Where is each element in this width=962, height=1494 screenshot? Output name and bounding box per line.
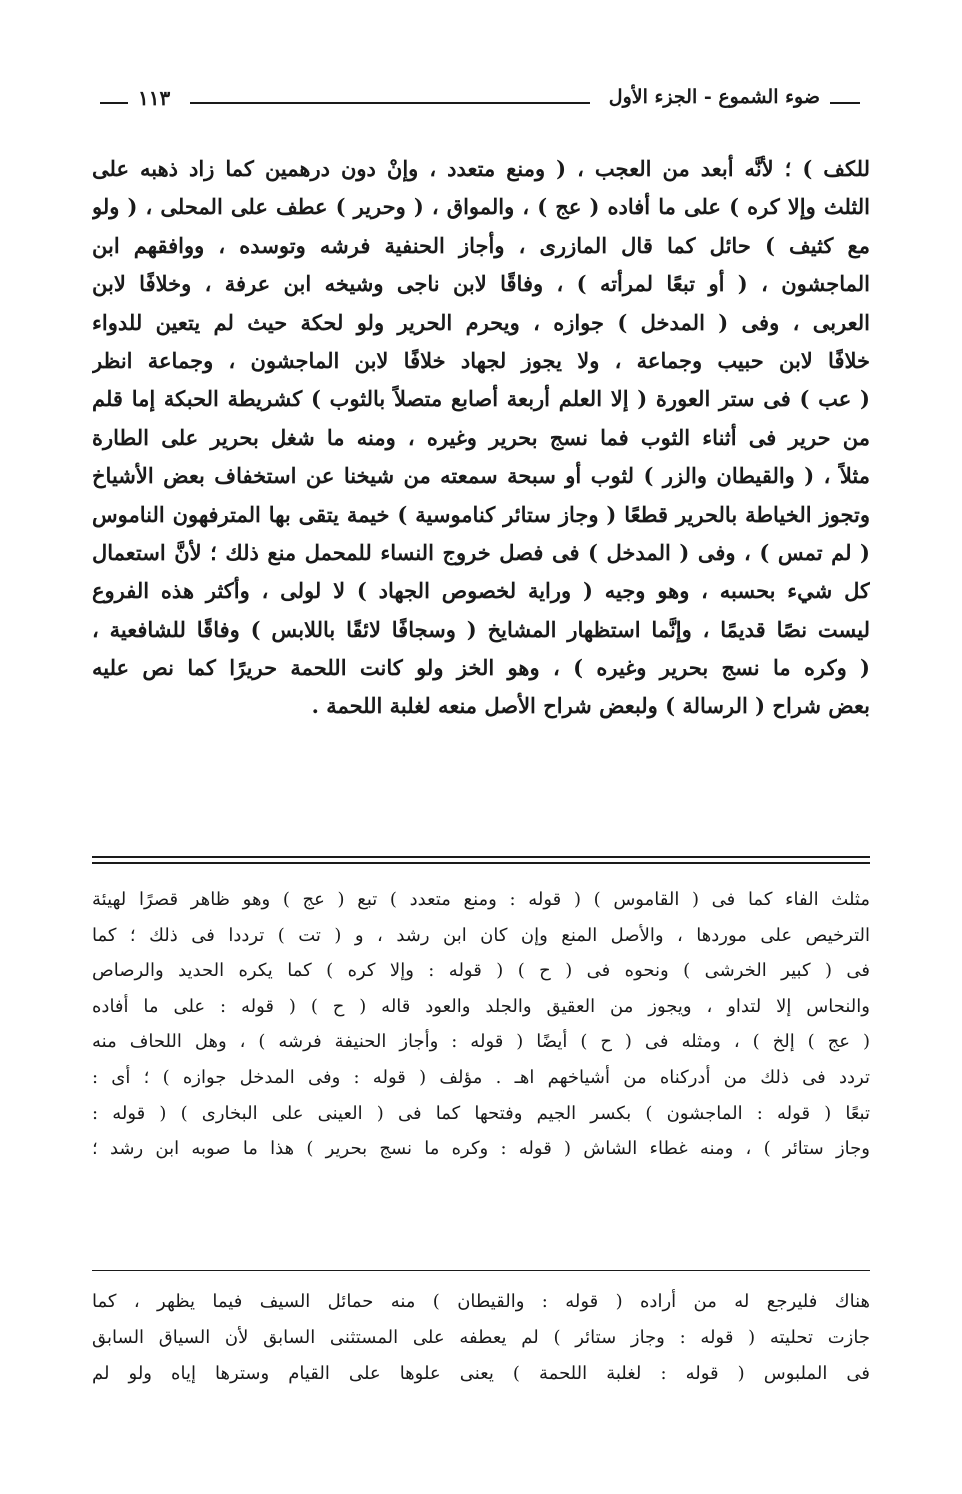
footnote-line: تبعًا ( قوله : الماجشون ) بكسر الجيم وفتحها كما فى ( العينى على البخارى ) ( قوله : [92, 1102, 870, 1124]
main-text [92, 150, 870, 726]
main-line: ليست نصًا قديمًا ، وإنَّما استظهار المشايخ ( وسجافًا لائقًا باللابس ) وفاقًا للشافعية ، [92, 616, 870, 642]
main-line: خلافًا لابن حبيب وجماعة ، ولا يجوز لجهاد خلافًا لابن الماجشون ، وجماعة انظر [92, 347, 870, 373]
footnote-line: الترخيص على موردها ، والأصل المنع وإن كان ابن رشد ، و ( تت ) ترددا فى ذلك ؛ كما [92, 924, 870, 946]
main-line: ( وكره ما نسج بحرير وغيره ) ، وهو الخز ولو كانت اللحمة حريرًا كما نص عليه [92, 655, 870, 681]
main-line: كل شيء بحسبه ، وهو وجيه ( وراية لخصوص الجهاد ) لا لولى ، وأكثر هذه الفروع [92, 578, 870, 604]
header-rule-left [100, 102, 128, 104]
footnote-line: جازت تحليته ( قوله : وجاز ستائر ) لم يعطفه على المستثنى السابق لأن السياق السابق [92, 1327, 870, 1348]
footnote-line: مثلث الفاء كما فى ( القاموس ) ( قوله : ومنع متعدد ) تبع ( عج ) وهو ظاهر قصرًا لهيئة [92, 889, 870, 910]
footnote-line: تردد فى ذلك من أدركناه من أشياخهم اهـ . مؤلف ( قوله : وفى المدخل جوازه ) ؛ أى : [92, 1066, 870, 1088]
main-line: من حرير فى أثناء الثوب فما نسج بحرير وغيره ، ومنه ما شغل بحرير على الطارة [92, 424, 870, 450]
footnote-divider-bottom [92, 862, 870, 864]
footnotes [92, 882, 870, 1167]
main-line: مع كثيف ) حائل كما قال المازرى ، وأجاز الحنفية فرشه وتوسده ، ووافقهم ابن [92, 232, 870, 258]
main-line: ( عب ) فى ستر العورة ( إلا العلم أربعة أصابع متصلاً بالثوب ) كشريطة الحبكة إما قلم [92, 386, 870, 412]
main-line: وتجوز الخياطة بالحرير قطعًا ( وجاز ستائر كناموسية ) خيمة يتقى بها المترفهون الناموس [92, 501, 870, 527]
footnote-line: هناك فليرجع له من أراده ( قوله : والقيطان ) منه حمائل السيف فيما يظهر ، كما [92, 1291, 870, 1312]
footnote-line: ( عج ) إلخ ) ، ومثله فى ( ح ) أيضًا ( قوله : وأجاز الحنيفة فرشه ) ، وهل اللحاف منه [92, 1031, 870, 1053]
main-line: الثلث وإلا كره ) على ما أفاده ( عج ) ، والمواق ، ( وحرير ) عطف على المحلى ، ( ولو [92, 194, 870, 220]
footnote-line: فى ( كبير الخرشى ) ونحوه فى ( ح ) ( قوله : وإلا كره ) كما يكره الحديد والرصاص [92, 960, 870, 982]
main-line: مثلاً ، ( والقيطان والزر ) لثوب أو سبحة سمعته من شيخنا عن استخفاف بعض الأشياخ [92, 463, 870, 489]
running-header [100, 82, 860, 122]
main-line: بعض شراح ( الرسالة ) ولبعض شراح الأصل منعه لغلبة اللحمة . [311, 693, 870, 719]
main-line: للكف ) ؛ لأنَّه أبعد من العجب ، ( ومنع متعدد ، وإنْ دون درهمين كما زاد ذهبه على [92, 156, 870, 181]
main-line: الماجشون ، ( أو تبعًا لمرأته ) ، وفاقًا لابن ناجى وشيخه ابن عرفة ، وخلافًا لابن [92, 271, 870, 297]
footnote-section-divider [92, 1270, 870, 1271]
main-line: ( لم تمس ) ، وفى ( المدخل ) فى فصل خروج النساء للمحمل منع ذلك ؛ لأنَّ استعمال [92, 539, 870, 565]
book-title: ضوء الشموع - الجزء الأول [608, 86, 820, 108]
footnote-divider-top [92, 856, 870, 858]
secondary-footnotes [92, 1284, 870, 1392]
footnote-line: وجاز ستائر ) ، ومنه غطاء الشاش ( قوله : وكره ما نسج بحرير ) هذا ما صوبه ابن رشد ؛ [92, 1138, 870, 1160]
footnote-line: والنحاس إلا لتداو ، ويجوز من العقيق والجلد والعود قاله ( ح ) ( قوله : على ما أفاده [92, 995, 870, 1017]
main-line: العربى ، وفى ( المدخل ) جوازه ، ويحرم الحرير ولو لحكة حيث لم يتعين للدواء [92, 309, 870, 335]
footnote-line: فى الملبوس ( قوله : لغلبة اللحمة ) يعنى علوها على القيام وسترها إياه ولو لم [92, 1363, 870, 1384]
header-rule-middle [190, 102, 590, 104]
page-number: ١١٣ [138, 86, 171, 110]
header-rule-right [830, 102, 860, 104]
